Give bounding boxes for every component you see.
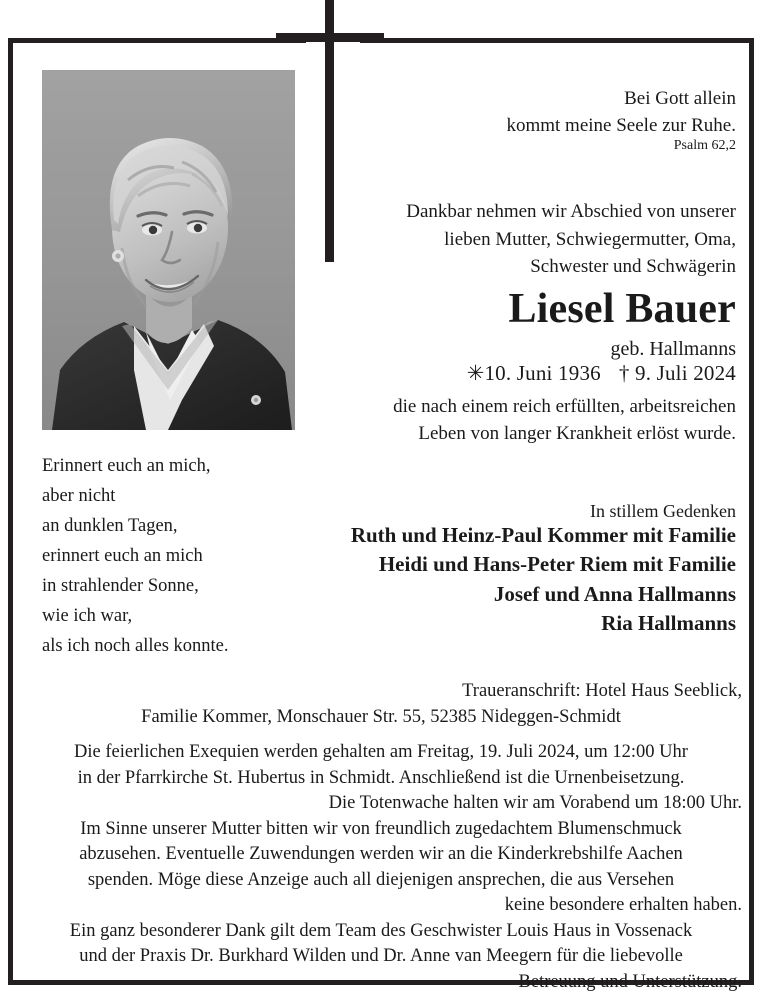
memorial-poem (42, 452, 312, 662)
frame-border-top-right (360, 38, 754, 43)
death-cross-icon: † (618, 361, 630, 385)
details-line-5: abzusehen. Eventuelle Zuwendungen werden wir an die Kinderkrebshilfe Aachen (79, 844, 683, 865)
frame-border-left (8, 38, 13, 985)
cross-icon-horizontal-beam (276, 33, 384, 42)
deceased-name: Liesel Bauer (508, 286, 736, 332)
mourner-line-2: Heidi und Hans-Peter Riem mit Familie (378, 552, 736, 577)
address-line-1: Traueranschrift: Hotel Haus Seeblick, (462, 681, 742, 701)
intro-line-3: Schwester und Schwägerin (530, 256, 736, 278)
intro-text (340, 198, 736, 281)
details-line-3: Die Totenwache halten wir am Vorabend um 18:00 Uhr. (328, 793, 742, 814)
frame-border-top-left (8, 38, 306, 43)
mourner-line-3: Josef und Anna Hallmanns (493, 581, 736, 606)
frame-border-right (749, 38, 754, 985)
intro-line-1: Dankbar nehmen wir Abschied von unserer (406, 201, 736, 222)
details-line-10: Betreuung und Unterstützung. (518, 971, 742, 992)
service-details (20, 740, 742, 995)
mourner-line-4: Ria Hallmanns (601, 611, 736, 636)
details-line-4: Im Sinne unserer Mutter bitten wir von freundlich zugedachtem Blumenschmuck (80, 818, 682, 839)
details-line-2: in der Pfarrkirche St. Hubertus in Schmidt. Anschließend ist die Urnenbeisetzung. (77, 767, 685, 788)
poem-line-5: in strahlender Sonne, (42, 575, 199, 596)
epitaph-text (340, 394, 736, 448)
portrait-photo (42, 70, 295, 430)
mourners-list (340, 521, 736, 639)
poem-line-6: wie ich war, (42, 605, 133, 626)
remembrance-heading: In stillem Gedenken (590, 501, 736, 521)
poem-line-3: an dunklen Tagen, (42, 515, 178, 536)
address-line-2: Familie Kommer, Monschauer Str. 55, 52385 Nideggen-Schmidt (141, 706, 621, 727)
birth-date: 10. Juni 1936 (484, 361, 601, 385)
death-date: 9. Juli 2024 (635, 361, 736, 385)
poem-line-7: als ich noch alles konnte. (42, 635, 229, 656)
verse-line-2: kommt meine Seele zur Ruhe. (506, 114, 736, 136)
poem-line-4: erinnert euch an mich (42, 545, 203, 566)
details-line-8: Ein ganz besonderer Dank gilt dem Team des Geschwister Louis Haus in Vossenack (69, 920, 693, 941)
verse-line-1: Bei Gott allein (624, 88, 736, 109)
mourner-line-1: Ruth und Heinz-Paul Kommer mit Familie (350, 523, 736, 547)
details-line-1: Die feierlichen Exequien werden gehalten am Freitag, 19. Juli 2024, um 12:00 Uhr (74, 742, 688, 762)
details-line-7: keine besondere erhalten haben. (504, 895, 742, 916)
epitaph-line-2: Leben von langer Krankheit erlöst wurde. (418, 422, 736, 444)
poem-line-2: aber nicht (42, 485, 116, 506)
condolence-address (20, 679, 742, 731)
intro-line-2: lieben Mutter, Schwiegermutter, Oma, (444, 228, 736, 250)
epitaph-line-1: die nach einem reich erfüllten, arbeitsreichen (393, 396, 736, 417)
poem-line-1: Erinnert euch an mich, (42, 456, 211, 476)
verse-source: Psalm 62,2 (673, 138, 736, 153)
life-dates (340, 360, 736, 387)
deceased-maiden-name: geb. Hallmanns (610, 338, 736, 360)
details-line-6: spenden. Möge diese Anzeige auch all diejenigen ansprechen, die aus Versehen (87, 869, 675, 890)
details-line-9: und der Praxis Dr. Burkhard Wilden und Dr. Anne van Meegern für die liebevolle (79, 946, 683, 967)
birth-star-icon: ✳ (466, 361, 485, 385)
verse-text (340, 86, 736, 140)
